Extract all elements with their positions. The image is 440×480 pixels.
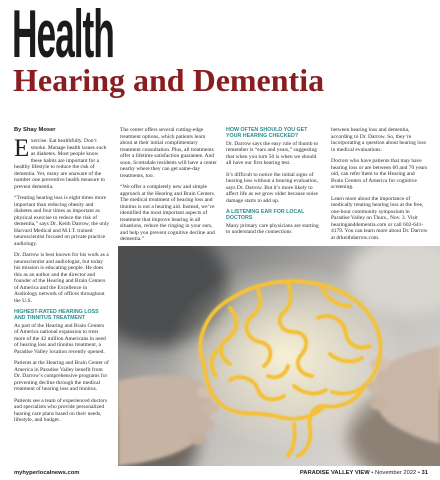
article-paragraph: “Treating hearing loss is eight times more important than reducing obesity and diabetes and four times as important as physical exercise to reduce the risk of dementia,” says Dr. Keith Darrow, the only Harvard Medical and M.I.T. trained neuroscientist focused on private practice audiology. [14, 195, 110, 247]
footer-separator: • [417, 470, 420, 476]
footer-website: myhyperlocalnews.com [14, 470, 80, 476]
article-paragraph: Many primary care physicians are starting to understand the connections [226, 222, 319, 236]
article-paragraph: It’s difficult to notice the initial signs of hearing loss without a hearing evaluation, says Dr. Darrow. But it’s more likely to affect life as we grow older because noise damage starts to add up. [226, 171, 318, 204]
article-paragraph: Patients at the Hearing and Brain Center of America in Paradise Valley benefit from Dr. Darrow’s comprehensive programs for preventing decline through the medical treatment of hearing loss and tinnitus. [14, 360, 109, 393]
article-paragraph: As part of the Hearing and Brain Centers of America national expansion to treat more of the 42 million Americans in need of hearing loss and tinnitus treatment, a Paradise Valley location recently opened. [14, 322, 106, 355]
section-subheading: A LISTENING EAR FOR LOCAL DOCTORS [226, 209, 305, 222]
footer-issue-info [300, 469, 428, 478]
article-paragraph: Dr. Darrow is best known for his work as a neuroscientist and audiologist, but today his mission is educating people. He does this as an author and the director and founder of the Hearing and Brain Centers of America and the Excellence in Audiology network of offices throughout the U.S. [14, 252, 109, 304]
page-footer [14, 469, 428, 478]
article-paragraph: Patients see a team of experienced doctors and specialists who provide personalized hearing care plans based on their needs, lifestyle, and budget. [14, 397, 108, 424]
article-column-1 [14, 138, 110, 460]
headline: Hearing and Dementia [13, 62, 325, 98]
paragraph-text: xercise. Eat healthfully. Don’t smoke. Manage health issues such as diabetes. Most people know these habits are important for a healthy lifestyle to reduce the risk of dementia. Yet, many are unaware of the number one preventive health measure to prevent dementia. [14, 138, 107, 190]
footer-separator: • [371, 470, 374, 476]
footer-date: November 2022 [375, 470, 417, 476]
article-column-3 [226, 127, 323, 245]
page-number: 31 [421, 470, 428, 476]
article-paragraph: Doctors who have patients that may have hearing loss or are between 60 and 70 years old, can refer them to the Hearing and Brain Centers of America for cognitive screening. [331, 158, 428, 190]
hands-holding-brain-photo [118, 246, 440, 466]
footer-publication: PARADISE VALLEY VIEW [299, 470, 370, 476]
article-paragraph [14, 138, 110, 190]
article-column-2 [120, 127, 217, 245]
article-paragraph: Dr. Darrow says the easy rule of thumb to remember is “ears and years,” suggesting that when you turn 50 is when we should all have our first hearing test. [226, 140, 319, 167]
article-column-4 [331, 127, 428, 245]
byline: By Shay Moser [14, 127, 56, 133]
article-paragraph: between hearing loss and dementia, according to Dr. Darrow. So, they’re incorporating a question about hearing loss in medical evaluations. [331, 127, 426, 153]
section-subheading: HIGHEST-RATED HEARING LOSS AND TINNITUS TREATMENT [14, 309, 99, 322]
section-title: Health [12, 0, 114, 72]
article-paragraph: “We offer a completely new and simple approach at the Hearing and Brain Centers. The medical treatment of hearing loss and tinnitus is not a hearing aid. Instead, we’ve identified the most important aspects of treatment that improve hearing in all situations, reduce the ringing in your ears, and help you prevent cognitive decline and dementia.” [120, 184, 216, 242]
drop-cap: E [14, 138, 30, 162]
article-paragraph: The center offers several cutting-edge treatment options, which patients learn about at their initial complimentary treatment consultation. Plus, all treatments offer a lifetime satisfaction guarantee. And soon, Scottsdale residents will have a center nearby where they can get same-day treatments, too. [120, 127, 217, 179]
article-paragraph: Learn more about the importance of medically treating hearing loss at the free, one-hour community symposium in Paradise Valley on Thurs., Nov. 3. Visit hearinganddementia.com or call 602-641-4179. You can learn more about Dr. Darrow at drkeithdarrow.com. [331, 195, 428, 241]
section-subheading: HOW OFTEN SHOULD YOU GET YOUR HEARING CHECKED? [226, 127, 308, 140]
brain-illustration-icon [118, 246, 440, 466]
